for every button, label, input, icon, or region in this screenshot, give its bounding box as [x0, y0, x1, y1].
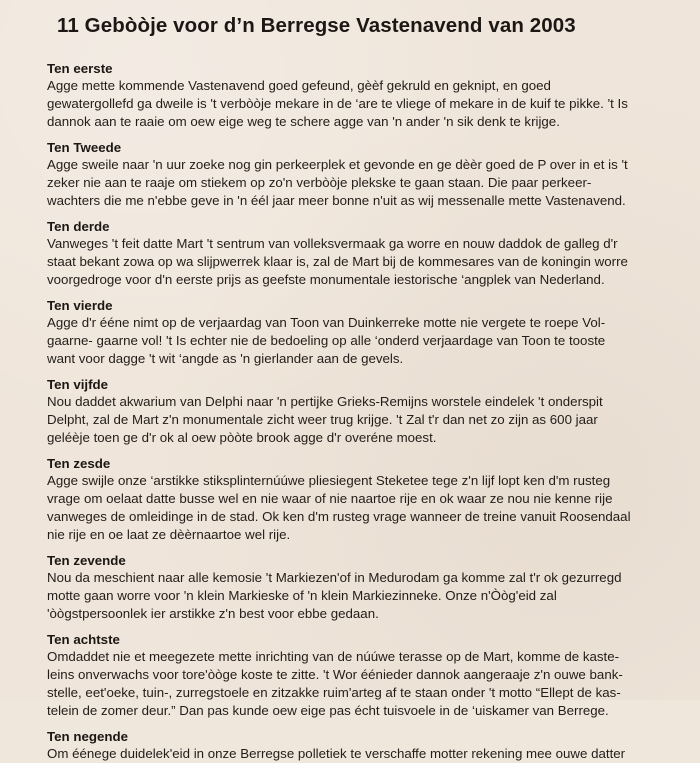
section-heading: Ten vierde — [47, 298, 113, 313]
text-line: gaarne- gaarne vol! 't Is echter nie de bedoeling op alle ‘onderd verjaardage van Toon te tooste — [47, 333, 606, 348]
text-line: Nou da meschient naar alle kemosie 't Markiezen'of in Medurodam ga komme zal t'r ok gezurregd — [47, 570, 622, 585]
section-9 — [47, 728, 660, 763]
text-line: stelle, eet'oeke, tuin-, zurregstoele en zitzakke ruim'arteg af te staan onder 't motto “Ellept de kas- — [47, 685, 621, 700]
section-2 — [47, 139, 660, 210]
page-title: 11 Gebòòje voor d’n Berregse Vastenavend van 2003 — [57, 14, 576, 37]
section-5 — [47, 376, 660, 447]
text-line: Omdaddet nie et meegezete mette inrichting van de núúwe terasse op de Mart, komme de kaste- — [47, 649, 620, 664]
section-heading: Ten vijfde — [47, 377, 109, 392]
text-line: leins onverwachs voor tore'òòge koste te zitte. 't Wor éénieder dannok aangeraaje z'n ouwe bank- — [47, 667, 623, 682]
section-text — [47, 393, 660, 447]
section-4 — [47, 297, 660, 368]
section-7 — [47, 552, 660, 623]
text-line: Om éénege duidelek'eid in onze Berregse polletiek te verschaffe motter rekening mee ouwe datter — [47, 746, 626, 761]
section-heading: Ten achtste — [47, 632, 120, 647]
section-heading: Ten Tweede — [47, 140, 122, 155]
text-line: wachters die me n'ebbe geve in 'n éél jaar meer bonne n'uit as wij messenalle mette Vastenavend. — [47, 193, 626, 208]
text-line: staat bekant zowa op wa slijpwerrek klaar is, zal de Mart bij de kommesares van de koningin worre — [47, 254, 628, 269]
text-line: 'òògstpersoonlek ier arstikke z'n best voor ebbe gedaan. — [47, 606, 379, 621]
section-heading: Ten negende — [47, 729, 129, 744]
text-line: telein de zomer deur.” Dan pas kunde oew eige pas écht tuisvoele in de ‘uiskamer van Berrege. — [47, 703, 609, 718]
section-text — [47, 745, 660, 763]
section-3 — [47, 218, 660, 289]
text-line: Agge d'r ééne nimt op de verjaardag van Toon van Duinkerreke motte nie vergete te roepe Vol- — [47, 315, 606, 330]
text-line: zeker nie aan te raaje om stiekem op zo'n verbòòje plekske te gaan staan. Die paar perkeer- — [47, 175, 592, 190]
text-line: Agge sweile naar 'n uur zoeke nog gin perkeerplek et gevonde en ge dèèr goed de P over in et is 't — [47, 157, 628, 172]
text-line: vanweges de omleidinge in de stad. Ok ken d'm rusteg vrage wanneer de treine vanuit Roosendaal — [47, 509, 631, 524]
text-line: voorgedroge voor d'n eerste prijs as geefste monumentale iestorische ‘angplek van Nederland. — [47, 272, 605, 287]
text-line: motte gaan worre voor 'n klein Markieske of 'n klein Markiezinneke. Onze n'Òòg'eid zal — [47, 588, 557, 603]
section-text — [47, 314, 660, 368]
section-1 — [47, 60, 660, 131]
section-text — [47, 472, 660, 544]
section-text — [47, 156, 660, 210]
text-line: gewatergollefd ga dweile is 't verbòòje mekare in de ‘are te vliege of mekare in de kuif te pikke. 't Is — [47, 96, 628, 111]
text-line: Vanweges 't feit datte Mart 't sentrum van volleksvermaak ga worre en nouw daddok de galleg d'r — [47, 236, 618, 251]
section-text — [47, 648, 660, 720]
section-heading: Ten derde — [47, 219, 110, 234]
section-heading: Ten zevende — [47, 553, 126, 568]
text-line: dannok aan te raaie om oew eige weg te schere agge van 'n ander 'n sik denk te krijge. — [47, 114, 560, 129]
section-heading: Ten zesde — [47, 456, 111, 471]
text-line: vrage om oelaat datte busse wel en nie waar of nie naartoe rije en ok waar ze nou nie kenne rije — [47, 491, 613, 506]
text-line: nie rije en oe laat ze dèèrnaartoe wel rije. — [47, 527, 291, 542]
text-line: Agge swijle onze ‘arstikke stiksplinternúúwe pliesiegent Steketee tege z'n lijf lopt ken d'm rusteg — [47, 473, 611, 488]
text-line: Agge mette kommende Vastenavend goed gefeund, gèèf gekruld en geknipt, en goed — [47, 78, 551, 93]
section-text — [47, 235, 660, 289]
text-line: geléèje toen ge d'r ok al oew pòòte brook agge d'r overéne moest. — [47, 430, 437, 445]
section-text — [47, 569, 660, 623]
text-line: Delpht, zal de Mart z'n monumentale zicht weer trug krijge. 't Zal t'r dan net zo zijn as 600 jaar — [47, 412, 598, 427]
section-6 — [47, 455, 660, 544]
text-line: Nou daddet akwarium van Delphi naar 'n pertijke Grieks-Remijns worstele eindelek 't onderspit — [47, 394, 603, 409]
text-line: want voor dagge 't wit ‘angde as 'n gierlander aan de gevels. — [47, 351, 404, 366]
section-heading: Ten eerste — [47, 61, 113, 76]
section-text — [47, 77, 660, 131]
section-8 — [47, 631, 660, 720]
